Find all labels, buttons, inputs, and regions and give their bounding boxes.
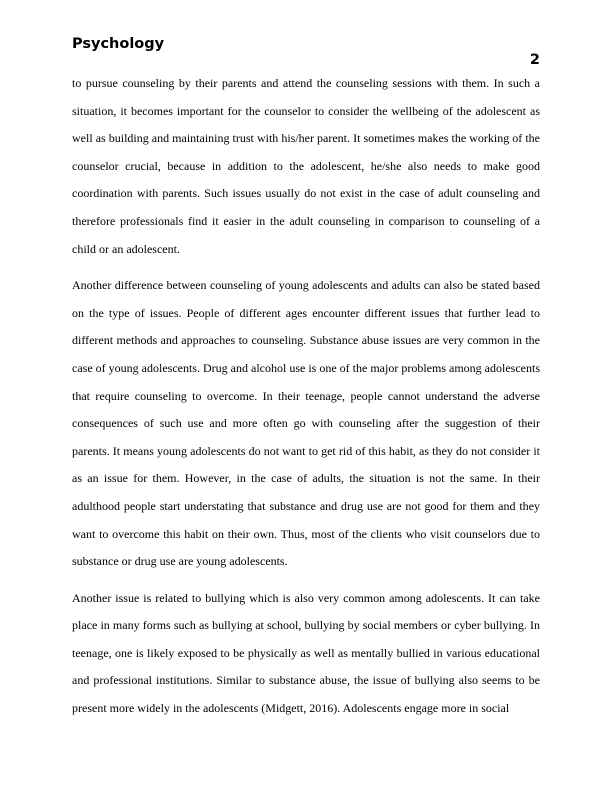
running-head: Psychology: [72, 36, 165, 52]
paragraph-1: to pursue counseling by their parents and attend the counseling sessions with them. In such a situation, it becomes important for the counselor to consider the wellbeing of the adolescent as well as building and maintaining trust with his/her parent. It sometimes makes the working of the counselor crucial, because in addition to the adolescent, he/she also needs to make good coordination with parents. Such issues usually do not exist in the case of adult counseling and therefore professionals find it easier in the adult counseling in comparison to counseling of a child or an adolescent.: [72, 76, 540, 256]
paragraph-2: Another difference between counseling of young adolescents and adults can also be stated based on the type of issues. People of different ages encounter different issues that further lead to different methods and approaches to counseling. Substance abuse issues are very common in the case of young adolescents. Drug and alcohol use is one of the major problems among adolescents that require counseling to overcome. In their teenage, people cannot understand the adverse consequences of such use and more often go with counseling after the suggestion of their parents. It means young adolescents do not want to get rid of this habit, as they do not consider it as an issue for them. However, in the case of adults, the situation is not the same. In their adulthood people start understating that substance and drug use are not good for them and they want to overcome this habit on their own. Thus, most of the clients who visit counselors due to substance or drug use are young adolescents.: [72, 278, 540, 569]
paragraph-3: Another issue is related to bullying which is also very common among adolescents. It can take place in many forms such as bullying at school, bullying by social members or cyber bullying. In teenage, one is likely exposed to be physically as well as mentally bullied in various educational and professional institutions. Similar to substance abuse, the issue of bullying also seems to be present more widely in the adolescents (Midgett, 2016). Adolescents engage more in social: [72, 590, 540, 716]
body-text: [72, 70, 540, 732]
page-number: 2: [529, 52, 540, 68]
